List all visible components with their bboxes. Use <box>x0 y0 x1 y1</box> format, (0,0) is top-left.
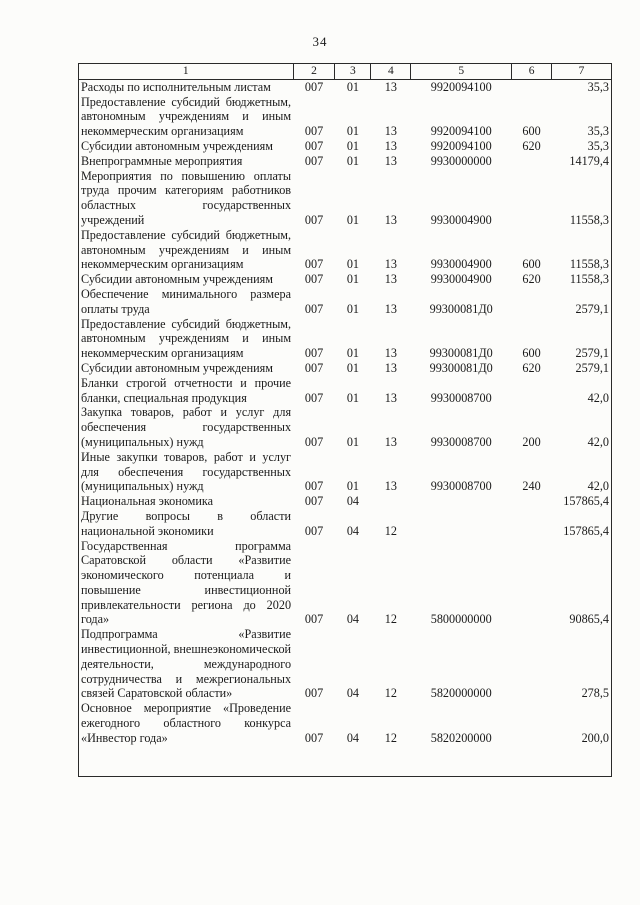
row-code-target-article <box>411 494 512 509</box>
row-code-target-article: 5820000000 <box>430 686 492 701</box>
row-code-section: 01 <box>346 346 360 361</box>
row-code-subsection <box>371 494 411 509</box>
row-code-section: 01 <box>346 138 360 153</box>
row-code-target-article: 5800000000 <box>430 612 492 627</box>
row-code-section: 01 <box>346 360 360 375</box>
row-code-target-article: 9930008700 <box>430 390 492 405</box>
row-amount: 157865,4 <box>563 494 609 509</box>
row-code-main: 007 <box>304 479 324 494</box>
row-amount: 42,0 <box>587 479 609 494</box>
row-code-section: 01 <box>346 434 360 449</box>
column-header-4: 4 <box>371 64 411 80</box>
row-code-main: 007 <box>304 494 324 509</box>
row-code-main: 007 <box>304 153 324 168</box>
row-amount: 14179,4 <box>569 153 609 168</box>
row-code-target-article <box>411 509 512 539</box>
row-code-main: 007 <box>304 257 324 272</box>
table-row <box>79 494 612 509</box>
row-code-subsection: 13 <box>384 434 397 449</box>
row-code-section: 01 <box>346 212 360 227</box>
row-amount: 35,3 <box>587 79 609 94</box>
row-code-subsection: 13 <box>384 138 397 153</box>
row-code-expense-type: 600 <box>522 257 541 272</box>
row-code-main: 007 <box>304 730 324 745</box>
row-code-subsection: 13 <box>384 360 397 375</box>
table-row <box>79 154 612 169</box>
row-expense-name: Предоставление субсидий бюджетным, автономным учреждениям и иным некоммерческим организациям <box>81 94 292 139</box>
row-code-section: 04 <box>346 730 360 745</box>
budget-table <box>78 63 612 777</box>
row-code-expense-type <box>512 539 552 628</box>
row-code-section: 01 <box>346 272 360 287</box>
table-row <box>79 627 612 701</box>
row-code-section: 01 <box>346 257 360 272</box>
column-header-7: 7 <box>552 64 612 80</box>
row-code-expense-type <box>512 154 552 169</box>
row-code-target-article: 9920094100 <box>430 138 492 153</box>
row-code-expense-type <box>512 287 552 317</box>
table-header-row <box>79 64 612 80</box>
row-expense-name: Основное мероприятие «Проведение ежегодного областного конкурса «Инвестор года» <box>81 701 292 745</box>
row-code-expense-type <box>512 169 552 228</box>
column-header-3: 3 <box>335 64 371 80</box>
row-expense-name: Предоставление субсидий бюджетным, автономным учреждениям и иным некоммерческим организациям <box>81 316 292 361</box>
row-amount: 11558,3 <box>569 212 609 227</box>
table-row <box>79 539 612 628</box>
row-code-main: 007 <box>304 79 324 94</box>
row-code-main: 007 <box>304 124 324 139</box>
row-code-main: 007 <box>304 612 324 627</box>
row-expense-name: Подпрограмма «Развитие инвестиционной, внешнеэкономической деятельности, международного сотрудничества и межрегиональных связей Саратовской области» <box>81 627 292 701</box>
row-expense-name: Предоставление субсидий бюджетным, автономным учреждениям и иным некоммерческим организациям <box>81 227 292 272</box>
table-row <box>79 95 612 139</box>
row-amount: 35,3 <box>587 124 609 139</box>
row-code-subsection: 12 <box>384 612 397 627</box>
row-expense-name: Расходы по исполнительным листам <box>81 79 271 94</box>
row-code-main: 007 <box>304 272 324 287</box>
table-row <box>79 361 612 376</box>
row-amount: 157865,4 <box>563 523 609 538</box>
row-code-target-article: 9920094100 <box>430 124 492 139</box>
row-expense-name: Бланки строгой отчетности и прочие бланки, специальная продукция <box>81 375 292 405</box>
row-code-section: 04 <box>346 494 360 509</box>
row-code-subsection: 12 <box>384 523 397 538</box>
row-code-section: 01 <box>346 390 360 405</box>
row-code-section: 01 <box>346 301 360 316</box>
row-code-expense-type <box>512 376 552 406</box>
table-row <box>79 701 612 776</box>
row-amount: 2579,1 <box>575 301 609 316</box>
row-code-expense-type <box>512 494 552 509</box>
column-header-5: 5 <box>411 64 512 80</box>
row-code-main: 007 <box>304 434 324 449</box>
row-code-section: 04 <box>346 612 360 627</box>
row-code-section: 01 <box>346 153 360 168</box>
row-code-section: 01 <box>346 124 360 139</box>
table-row <box>79 405 612 449</box>
row-expense-name: Обеспечение минимального размера оплаты труда <box>81 286 292 316</box>
row-code-main: 007 <box>304 346 324 361</box>
row-expense-name: Закупка товаров, работ и услуг для обеспечения государственных (муниципальных) нужд <box>81 405 292 449</box>
row-code-section: 01 <box>346 479 360 494</box>
row-code-main: 007 <box>304 360 324 375</box>
row-amount: 11558,3 <box>569 272 609 287</box>
table-row <box>79 139 612 154</box>
row-expense-name: Другие вопросы в области национальной экономики <box>81 508 292 538</box>
row-code-subsection: 13 <box>384 390 397 405</box>
row-expense-name: Субсидии автономным учреждениям <box>81 272 273 287</box>
row-code-section: 04 <box>346 686 360 701</box>
row-code-subsection: 12 <box>384 730 397 745</box>
row-code-expense-type: 240 <box>522 479 541 494</box>
row-code-subsection: 13 <box>384 153 397 168</box>
row-code-subsection: 13 <box>384 301 397 316</box>
row-amount: 200,0 <box>581 730 609 745</box>
row-expense-name: Субсидии автономным учреждениям <box>81 360 273 375</box>
row-amount: 42,0 <box>587 434 609 449</box>
table-row <box>79 228 612 272</box>
row-expense-name: Национальная экономика <box>81 494 214 509</box>
row-code-target-article: 9920094100 <box>430 79 492 94</box>
column-header-1: 1 <box>79 64 294 80</box>
row-amount: 11558,3 <box>569 257 609 272</box>
row-code-target-article: 99300081Д0 <box>429 346 493 361</box>
row-code-main: 007 <box>304 523 324 538</box>
table-row <box>79 450 612 494</box>
row-code-main: 007 <box>304 390 324 405</box>
row-expense-name: Государственная программа Саратовской области «Развитие экономического потенциала и повышение инвестиционной привлекательности региона до 2020 года» <box>81 538 292 627</box>
row-code-main: 007 <box>304 686 324 701</box>
row-code-target-article: 5820200000 <box>430 730 492 745</box>
row-amount: 2579,1 <box>575 346 609 361</box>
row-code-target-article: 9930004900 <box>430 257 492 272</box>
row-code-main: 007 <box>304 301 324 316</box>
table-row <box>79 509 612 539</box>
row-amount: 42,0 <box>587 390 609 405</box>
row-code-expense-type <box>512 701 552 776</box>
table-row <box>79 317 612 361</box>
row-code-section: 01 <box>346 79 360 94</box>
row-code-expense-type <box>512 79 552 94</box>
row-code-expense-type: 200 <box>522 434 541 449</box>
row-code-subsection: 13 <box>384 272 397 287</box>
row-code-target-article: 9930004900 <box>430 272 492 287</box>
row-code-expense-type: 600 <box>522 346 541 361</box>
row-expense-name: Внепрограммные мероприятия <box>81 153 243 168</box>
row-code-target-article: 99300081Д0 <box>429 360 493 375</box>
row-code-expense-type <box>512 627 552 701</box>
table-row <box>79 169 612 228</box>
row-code-main: 007 <box>304 212 324 227</box>
row-amount: 90865,4 <box>569 612 609 627</box>
column-header-2: 2 <box>293 64 335 80</box>
row-expense-name: Иные закупки товаров, работ и услуг для обеспечения государственных (муниципальных) нужд <box>81 449 292 494</box>
page-number: 34 <box>312 34 328 49</box>
row-code-target-article: 9930008700 <box>430 434 492 449</box>
row-code-subsection: 13 <box>384 346 397 361</box>
row-amount: 278,5 <box>581 686 609 701</box>
row-expense-name: Мероприятия по повышению оплаты труда прочим категориям работников областных государственных учреждений <box>81 168 292 227</box>
table-row <box>79 79 612 94</box>
row-code-expense-type: 620 <box>522 138 541 153</box>
row-amount: 2579,1 <box>575 360 609 375</box>
column-header-6: 6 <box>512 64 552 80</box>
row-code-expense-type: 600 <box>522 124 541 139</box>
row-expense-name: Субсидии автономным учреждениям <box>81 138 273 153</box>
row-code-target-article: 9930004900 <box>430 212 492 227</box>
row-code-target-article: 99300081Д0 <box>429 301 493 316</box>
row-code-subsection: 13 <box>384 79 397 94</box>
row-code-subsection: 13 <box>384 479 397 494</box>
row-code-target-article: 9930000000 <box>430 153 492 168</box>
row-code-subsection: 13 <box>384 212 397 227</box>
row-code-target-article: 9930008700 <box>430 479 492 494</box>
row-amount: 35,3 <box>587 138 609 153</box>
table-row <box>79 272 612 287</box>
row-code-expense-type: 620 <box>522 360 541 375</box>
row-code-section: 04 <box>346 523 360 538</box>
row-code-main: 007 <box>304 138 324 153</box>
table-row <box>79 287 612 317</box>
row-code-expense-type: 620 <box>522 272 541 287</box>
row-code-expense-type <box>512 509 552 539</box>
row-code-subsection: 13 <box>384 257 397 272</box>
row-code-subsection: 12 <box>384 686 397 701</box>
row-code-subsection: 13 <box>384 124 397 139</box>
table-row <box>79 376 612 406</box>
